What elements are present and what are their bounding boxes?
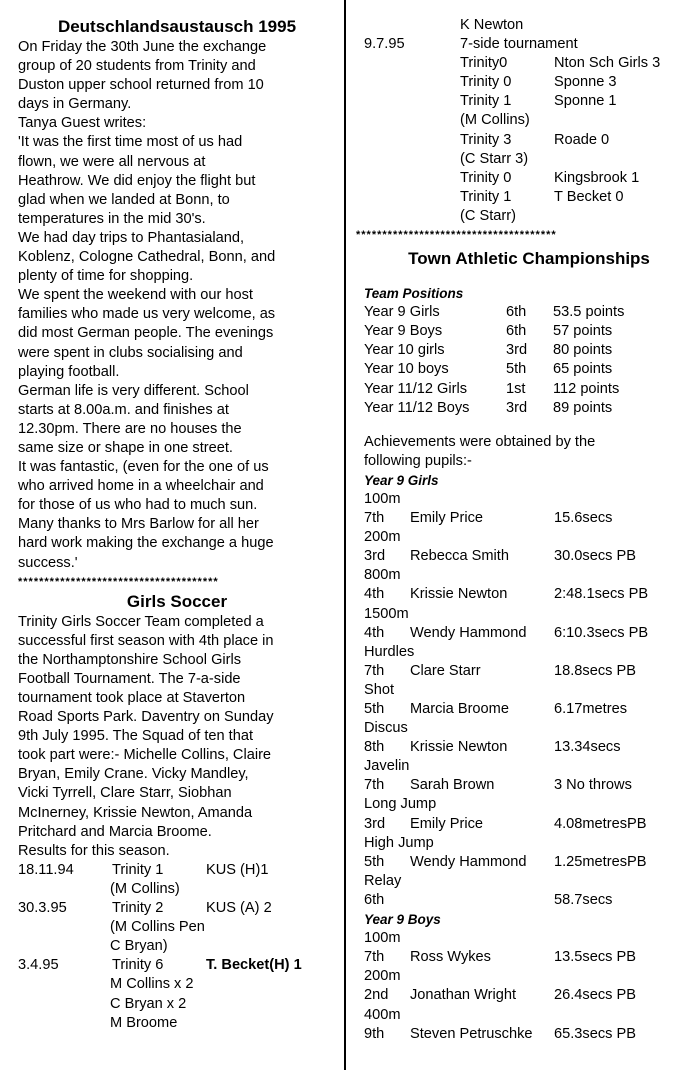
result-note: C Bryan) xyxy=(110,938,168,955)
event-result: 15.6secs xyxy=(554,510,613,527)
event-entry xyxy=(364,757,694,795)
result-note: M Collins x 2 xyxy=(110,976,194,993)
tournament-row xyxy=(460,54,694,73)
event-result: 6:10.3secs PB xyxy=(554,624,649,641)
event-athlete: Steven Petruschke xyxy=(410,1025,533,1042)
result-opponent: T. Becket(H) 1 xyxy=(206,957,302,974)
achievements-intro xyxy=(364,433,694,471)
tournament-team: Trinity0 xyxy=(460,55,508,72)
position-points: 65 points xyxy=(553,361,613,378)
event-entry xyxy=(364,566,694,604)
event-entry xyxy=(364,929,694,967)
event-name: Shot xyxy=(364,681,395,698)
tournament-team: (C Starr 3) xyxy=(460,150,529,167)
exchange-line: were spent in clubs socialising and xyxy=(18,344,243,361)
result-entry xyxy=(18,861,336,899)
exchange-line: group of 20 students from Trinity and xyxy=(18,58,256,75)
event-name: 200m xyxy=(364,968,401,985)
result-entry xyxy=(18,956,336,1032)
event-result: 1.25metresPB xyxy=(554,853,647,870)
tournament-opponent: Kingsbrook 1 xyxy=(554,169,640,186)
event-name: 800m xyxy=(364,567,401,584)
tournament-row xyxy=(460,131,694,150)
event-entry xyxy=(364,719,694,757)
event-athlete xyxy=(410,891,554,910)
event-result: 26.4secs PB xyxy=(554,987,636,1004)
separator: ************************************** xyxy=(356,229,557,242)
event-result: 65.3secs PB xyxy=(554,1025,636,1042)
exchange-line: Many thanks to Mrs Barlow for all her xyxy=(18,516,259,533)
soccer-line: 9th July 1995. The Squad of ten that xyxy=(18,728,254,745)
soccer-title: Girls Soccer xyxy=(126,591,228,611)
tournament-opponent: Nton Sch Girls 3 xyxy=(554,55,661,72)
exchange-line: Duston upper school returned from 10 xyxy=(18,77,264,94)
event-entry xyxy=(364,490,694,528)
position-place: 1st xyxy=(506,380,526,397)
event-entry xyxy=(364,643,694,681)
exchange-line: did most German people. The evenings xyxy=(18,325,274,342)
position-points: 112 points xyxy=(553,380,620,397)
result-date: 30.3.95 xyxy=(18,900,67,917)
soccer-line: Road Sports Park. Daventry on Sunday xyxy=(18,709,274,726)
position-team: Year 9 Girls xyxy=(364,304,440,321)
event-name: 400m xyxy=(364,1006,401,1023)
result-note: M Broome xyxy=(110,1014,178,1031)
exchange-line: 12.30pm. There are no houses the xyxy=(18,420,242,437)
exchange-body xyxy=(18,38,336,573)
event-place: 7th xyxy=(364,510,385,527)
event-entry xyxy=(364,681,694,719)
event-result: 58.7secs xyxy=(554,891,613,908)
event-entry xyxy=(364,834,694,872)
event-entry xyxy=(364,795,694,833)
tournament-row xyxy=(460,207,694,226)
exchange-line: flown, we were all nervous at xyxy=(18,153,206,170)
event-place: 7th xyxy=(364,662,385,679)
event-athlete: Wendy Hammond xyxy=(410,853,527,870)
exchange-line: Tanya Guest writes: xyxy=(18,115,147,132)
position-row xyxy=(364,360,694,379)
event-place: 7th xyxy=(364,777,385,794)
event-place: 7th xyxy=(364,949,385,966)
result-match: Trinity 1 xyxy=(112,861,164,878)
event-place: 5th xyxy=(364,701,385,717)
event-place: 2nd xyxy=(364,987,389,1004)
event-place: 6th xyxy=(364,891,385,908)
positions-table xyxy=(364,303,694,418)
soccer-line: Football Tournament. The 7-a-side xyxy=(18,670,241,687)
position-place: 6th xyxy=(506,304,527,321)
position-points: 89 points xyxy=(553,399,613,416)
position-row xyxy=(364,322,694,341)
event-athlete: Emily Price xyxy=(410,510,483,527)
event-place: 3rd xyxy=(364,548,386,565)
position-place: 3rd xyxy=(506,342,528,359)
event-place: 5th xyxy=(364,853,385,870)
exchange-line: for those of us who had to much sun. xyxy=(18,497,258,514)
position-points: 53.5 points xyxy=(553,304,625,321)
tournament-row xyxy=(460,169,694,188)
event-result: 2:48.1secs PB xyxy=(554,586,649,603)
event-entry xyxy=(364,872,694,910)
position-team: Year 10 girls xyxy=(364,342,445,359)
event-result: 3 No throws xyxy=(554,777,632,794)
result-date: 18.11.94 xyxy=(18,861,74,878)
result-opponent: KUS (H)1 xyxy=(206,861,269,878)
position-points: 80 points xyxy=(553,342,613,359)
tournament-heading: 7-side tournament xyxy=(460,36,578,53)
result-note: (M Collins) xyxy=(110,880,180,897)
position-place: 5th xyxy=(506,361,527,378)
event-name: High Jump xyxy=(364,834,434,851)
exchange-line: German life is very different. School xyxy=(18,382,249,399)
exchange-line: Heathrow. We did enjoy the flight but xyxy=(18,172,256,189)
tournament-opponent: Sponne 1 xyxy=(554,93,617,110)
tournament-team: Trinity 0 xyxy=(460,169,512,186)
tournament-team: Trinity 1 xyxy=(460,188,512,205)
tournament-opponent: Sponne 3 xyxy=(554,74,617,91)
position-team: Year 11/12 Girls xyxy=(364,380,468,397)
event-name: Discus xyxy=(364,720,408,737)
position-team: Year 10 boys xyxy=(364,361,449,378)
event-athlete: Krissie Newton xyxy=(410,586,508,603)
exchange-line: 'It was the first time most of us had xyxy=(18,134,243,151)
separator: ************************************** xyxy=(18,575,219,588)
column-divider xyxy=(344,0,346,1070)
exchange-line: We spent the weekend with our host xyxy=(18,287,253,304)
soccer-line: tournament took place at Staverton xyxy=(18,690,246,706)
event-result: 18.8secs PB xyxy=(554,662,636,679)
soccer-line: Vicki Tyrrell, Clare Starr, Siobhan xyxy=(18,785,232,802)
event-name: 100m xyxy=(364,930,401,947)
event-athlete: Wendy Hammond xyxy=(410,624,527,641)
position-points: 57 points xyxy=(553,323,613,340)
event-entry xyxy=(364,528,694,566)
tournament-row xyxy=(460,73,694,92)
event-entry xyxy=(364,967,694,1005)
event-athlete: Ross Wykes xyxy=(410,949,491,966)
exchange-line: temperatures in the mid 30's. xyxy=(18,210,206,227)
results-list xyxy=(18,861,336,1033)
position-row xyxy=(364,303,694,322)
event-place: 3rd xyxy=(364,815,386,832)
position-team: Year 9 Boys xyxy=(364,323,443,340)
tournament-row xyxy=(460,150,694,169)
tournament-header xyxy=(364,35,694,54)
athletics-title: Town Athletic Championships xyxy=(408,249,650,269)
event-name: 1500m xyxy=(364,605,409,622)
soccer-line: Trinity Girls Soccer Team completed a xyxy=(18,613,264,630)
event-athlete: Clare Starr xyxy=(410,662,481,679)
event-athlete: Emily Price xyxy=(410,815,483,832)
event-entry xyxy=(364,1006,694,1044)
event-name: Hurdles xyxy=(364,643,415,660)
left-column xyxy=(18,0,336,1033)
event-place: 9th xyxy=(364,1025,385,1042)
event-result: 13.34secs xyxy=(554,739,621,756)
soccer-line: Pritchard and Marcia Broome. xyxy=(18,823,212,840)
position-team: Year 11/12 Boys xyxy=(364,399,470,416)
tournament-team: Trinity 1 xyxy=(460,93,512,110)
exchange-line: same size or shape in one street. xyxy=(18,439,233,456)
tournament-team: (C Starr) xyxy=(460,207,516,224)
event-athlete: Jonathan Wright xyxy=(410,987,517,1004)
soccer-line: took part were:- Michelle Collins, Claire xyxy=(18,747,272,764)
result-opponent: KUS (A) 2 xyxy=(206,900,272,917)
positions-heading: Team Positions xyxy=(364,286,464,302)
tournament-results xyxy=(364,54,694,226)
tournament-row xyxy=(460,188,694,207)
event-name: 200m xyxy=(364,529,401,546)
achievements-intro-line: Achievements were obtained by the xyxy=(364,433,596,450)
event-place: 8th xyxy=(364,739,385,756)
event-result: 6.17metres xyxy=(554,701,628,717)
position-row xyxy=(364,341,694,360)
tournament-team: Trinity 3 xyxy=(460,131,512,148)
soccer-line: the Northamptonshire School Girls xyxy=(18,651,242,668)
exchange-line: glad when we landed at Bonn, to xyxy=(18,191,230,208)
event-athlete: Rebecca Smith xyxy=(410,548,509,565)
position-row xyxy=(364,399,694,418)
result-date: 3.4.95 xyxy=(18,957,59,974)
tournament-opponent: T Becket 0 xyxy=(554,188,624,205)
tournament-team: Trinity 0 xyxy=(460,74,512,91)
tournament-team: (M Collins) xyxy=(460,112,530,129)
soccer-line: successful first season with 4th place in xyxy=(18,632,274,649)
exchange-line: Koblenz, Cologne Cathedral, Bonn, and xyxy=(18,249,276,266)
result-match: Trinity 6 xyxy=(112,957,164,974)
soccer-body xyxy=(18,613,336,861)
exchange-title: Deutschlandsaustausch 1995 xyxy=(57,17,297,36)
event-place: 4th xyxy=(364,624,385,641)
result-note: (M Collins Pen xyxy=(110,919,205,936)
soccer-line: Bryan, Emily Crane. Vicky Mandley, xyxy=(18,766,249,783)
event-name: 100m xyxy=(364,490,401,507)
exchange-line: playing football. xyxy=(18,363,120,380)
position-place: 6th xyxy=(506,323,527,340)
achievements-intro-line: following pupils:- xyxy=(364,452,472,469)
position-place: 3rd xyxy=(506,399,528,416)
result-entry xyxy=(18,899,336,956)
group-heading: Year 9 Boys xyxy=(364,912,441,928)
exchange-line: families who made us very welcome, as xyxy=(18,306,276,323)
tournament-top-note: K Newton xyxy=(460,17,524,33)
tournament-opponent: Roade 0 xyxy=(554,131,610,148)
event-result: 13.5secs PB xyxy=(554,949,636,966)
results-intro: Results for this season. xyxy=(18,842,170,859)
group-heading: Year 9 Girls xyxy=(364,472,439,488)
result-note: C Bryan x 2 xyxy=(110,995,187,1012)
tournament-date: 9.7.95 xyxy=(364,36,405,53)
event-athlete: Krissie Newton xyxy=(410,739,508,756)
tournament-row xyxy=(460,92,694,111)
tournament-row xyxy=(460,111,694,130)
exchange-line: plenty of time for shopping. xyxy=(18,268,194,285)
exchange-line: We had day trips to Phantasialand, xyxy=(18,229,245,246)
event-result: 4.08metresPB xyxy=(554,815,647,832)
event-result: 30.0secs PB xyxy=(554,548,636,565)
event-athlete: Sarah Brown xyxy=(410,777,495,794)
exchange-line: who arrived home in a wheelchair and xyxy=(18,478,264,495)
position-row xyxy=(364,380,694,399)
exchange-line: It was fantastic, (even for the one of us xyxy=(18,459,269,476)
event-name: Relay xyxy=(364,872,402,889)
soccer-line: McInerney, Krissie Newton, Amanda xyxy=(18,804,253,821)
event-place: 4th xyxy=(364,586,385,603)
event-entry xyxy=(364,605,694,643)
event-name: Javelin xyxy=(364,758,410,775)
exchange-line: hard work making the exchange a huge xyxy=(18,535,274,552)
exchange-line: success.' xyxy=(18,554,78,571)
result-match: Trinity 2 xyxy=(112,900,164,917)
exchange-line: days in Germany. xyxy=(18,96,132,113)
right-column xyxy=(356,16,694,1044)
exchange-line: starts at 8.00a.m. and finishes at xyxy=(18,401,229,418)
achievements-list xyxy=(364,471,694,1044)
exchange-line: On Friday the 30th June the exchange xyxy=(18,39,267,55)
event-name: Long Jump xyxy=(364,796,437,813)
event-athlete: Marcia Broome xyxy=(410,701,509,717)
